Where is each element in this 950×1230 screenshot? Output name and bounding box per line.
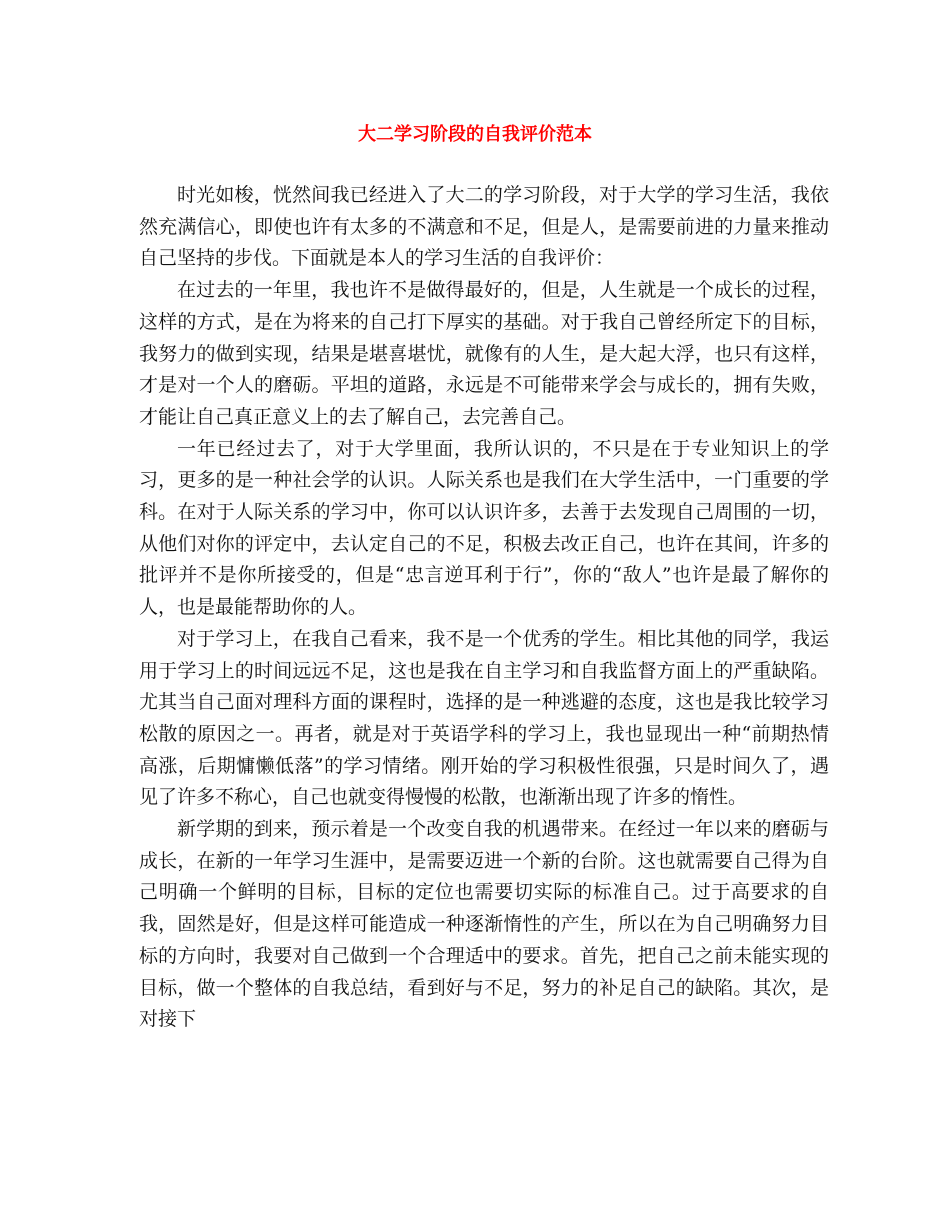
paragraph: 时光如梭，恍然间我已经进入了大二的学习阶段，对于大学的学习生活，我依然充满信心，即使也许有太多的不满意和不足，但是人，是需要前进的力量来推动自己坚持的步伐。下面就是本人的学习生活的自我评价： xyxy=(139,184,829,270)
paragraph: 一年已经过去了，对于大学里面，我所认识的，不只是在于专业知识上的学习，更多的是一种社会学的认识。人际关系也是我们在大学生活中，一门重要的学科。在对于人际关系的学习中，你可以认识许多，去善于去发现自己周围的一切，从他们对你的评定中，去认定自己的不足，积极去改正自己，也许在其间，许多的批评并不是你所接受的，但是“忠言逆耳利于行”，你的“敌人”也许是最了解你的人，也是最能帮助你的人。 xyxy=(139,437,829,619)
paragraph: 对于学习上，在我自己看来，我不是一个优秀的学生。相比其他的同学，我运用于学习上的时间远远不足，这也是我在自主学习和自我监督方面上的严重缺陷。尤其当自己面对理科方面的课程时，选择的是一种逃避的态度，这也是我比较学习松散的原因之一。再者，就是对于英语学科的学习上，我也显现出一种“前期热情高涨，后期慵懒低落”的学习情绪。刚开始的学习积极性很强，只是时间久了，遇见了许多不称心，自己也就变得慢慢的松散，也渐渐出现了许多的惰性。 xyxy=(139,627,829,809)
document-body xyxy=(139,180,829,1036)
paragraph: 新学期的到来，预示着是一个改变自我的机遇带来。在经过一年以来的磨砺与成长，在新的一年学习生涯中，是需要迈进一个新的台阶。这也就需要自己得为自己明确一个鲜明的目标，目标的定位也需要切实际的标准自己。过于高要求的自我，固然是好，但是这样可能造成一种逐渐惰性的产生，所以在为自己明确努力目标的方向时，我要对自己做到一个合理适中的要求。首先，把自己之前未能实现的目标，做一个整体的自我总结，看到好与不足，努力的补足自己的缺陷。其次，是对接下 xyxy=(139,818,829,1031)
paragraph: 在过去的一年里，我也许不是做得最好的，但是，人生就是一个成长的过程，这样的方式，是在为将来的自己打下厚实的基础。对于我自己曾经所定下的目标，我努力的做到实现，结果是堪喜堪忧，就像有的人生，是大起大浮，也只有这样，才是对一个人的磨砺。平坦的道路，永远是不可能带来学会与成长的，拥有失败，才能让自己真正意义上的去了解自己，去完善自己。 xyxy=(139,279,829,428)
document-title: 大二学习阶段的自我评价范本 xyxy=(358,124,592,145)
